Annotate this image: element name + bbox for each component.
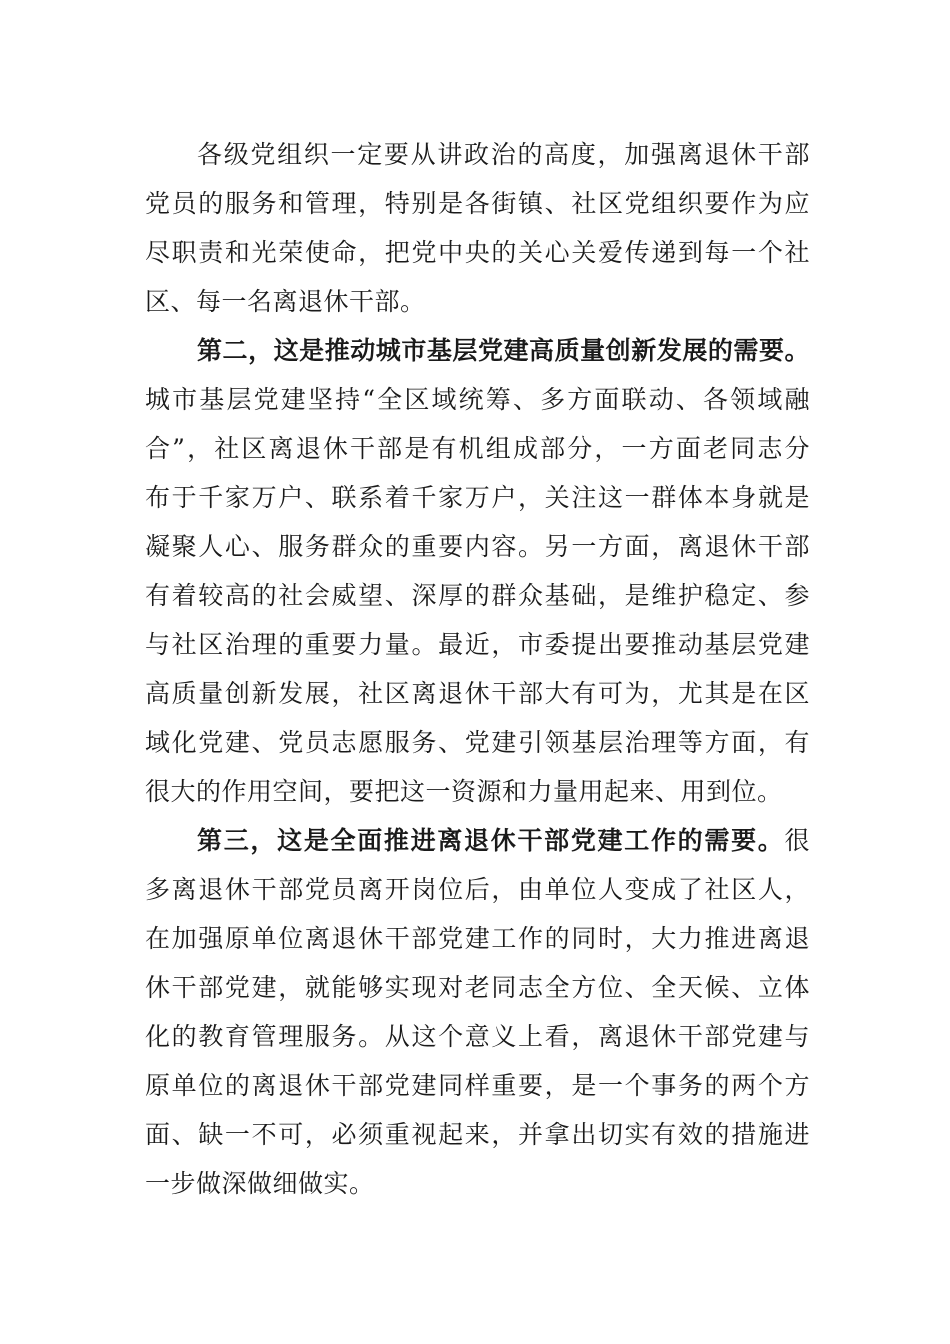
paragraph-line: 各级党组织一定要从讲政治的高度，加强离退休干部: [197, 140, 810, 169]
paragraph-line: 面、缺一不可，必须重视起来，并拿出切实有效的措施进: [145, 1120, 810, 1149]
paragraph-line: 化的教育管理服务。从这个意义上看，离退休干部党建与: [145, 1022, 810, 1051]
paragraph-line: 与社区治理的重要力量。最近，市委提出要推动基层党建: [145, 630, 810, 659]
paragraph-2: [145, 326, 810, 816]
paragraph-line: 一步做深做细做实。: [145, 1169, 375, 1198]
paragraph-line: 区、每一名离退休干部。: [145, 287, 426, 316]
paragraph-line: 城市基层党建坚持“全区域统筹、多方面联动、各领域融: [145, 385, 810, 414]
paragraph-heading: 第三，这是全面推进离退休干部党建工作的需要。: [197, 826, 785, 855]
paragraph-line: 凝聚人心、服务群众的重要内容。另一方面，离退休干部: [145, 532, 810, 561]
paragraph-line: 原单位的离退休干部党建同样重要，是一个事务的两个方: [145, 1071, 810, 1100]
paragraph-line: 休干部党建，就能够实现对老同志全方位、全天候、立体: [145, 973, 810, 1002]
paragraph-line: 很大的作用空间，要把这一资源和力量用起来、用到位。: [145, 777, 783, 806]
paragraph-line: 布于千家万户、联系着千家万户，关注这一群体本身就是: [145, 483, 810, 512]
paragraph-line: 多离退休干部党员离开岗位后，由单位人变成了社区人，: [145, 875, 810, 904]
paragraph-line: 党员的服务和管理，特别是各街镇、社区党组织要作为应: [145, 189, 810, 218]
paragraph-3: [145, 816, 810, 1208]
paragraph-heading-tail: 很: [784, 826, 810, 855]
paragraph-line: 域化党建、党员志愿服务、党建引领基层治理等方面，有: [145, 728, 810, 757]
paragraph-1: [145, 130, 810, 326]
paragraph-heading-line: [145, 816, 810, 865]
paragraph-line: 有着较高的社会威望、深厚的群众基础，是维护稳定、参: [145, 581, 810, 610]
paragraph-line: 尽职责和光荣使命，把党中央的关心关爱传递到每一个社: [145, 238, 810, 267]
paragraph-line: 在加强原单位离退休干部党建工作的同时，大力推进离退: [145, 924, 810, 953]
paragraph-line: 高质量创新发展，社区离退休干部大有可为，尤其是在区: [145, 679, 810, 708]
paragraph-heading: 第二，这是推动城市基层党建高质量创新发展的需要。: [197, 336, 810, 365]
paragraph-line: 合”，社区离退休干部是有机组成部分，一方面老同志分: [145, 434, 810, 463]
document-body: [145, 130, 810, 1208]
